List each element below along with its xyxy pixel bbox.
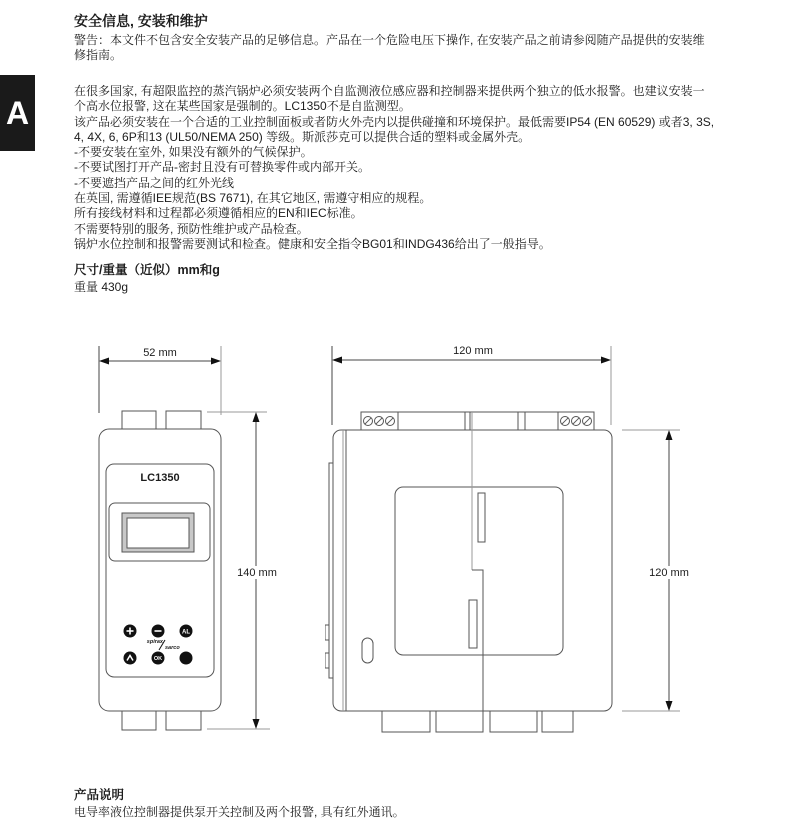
text-line: 该产品必须安装在一个合适的工业控制面板或者防火外壳内以提供碰撞和环境保护。最低需要IP54 (EN 60529) 或者3, 3S, xyxy=(74,114,715,129)
page-title: 安全信息, 安装和维护 xyxy=(74,13,208,29)
bottom-terminal-tab xyxy=(490,711,537,732)
alarm-button-label: AL xyxy=(182,629,190,636)
dimensions-weight-heading: 尺寸/重量（近似）mm和g xyxy=(74,263,220,277)
side-tab xyxy=(325,625,329,640)
rear-view-drawing xyxy=(325,340,695,740)
blank-button xyxy=(180,652,193,665)
text-line: 警告：本文件不包含安全安装产品的足够信息。产品在一个危险电压下操作, 在安装产品之前请参阅随产品提供的安装维 xyxy=(74,33,705,47)
bottom-terminal-tab xyxy=(436,711,483,732)
rear-height-dimension xyxy=(622,430,695,711)
text-line: 不需要特别的服务, 预防性维护或产品检查。 xyxy=(74,221,309,236)
top-terminal-tab xyxy=(122,411,156,429)
top-terminal-tab xyxy=(166,411,201,429)
front-width-dimension xyxy=(99,346,221,415)
text-line: 修指南。 xyxy=(74,48,123,63)
text-line: 在很多国家, 有超限监控的蒸汽锅炉必须安装两个自监测液位感应器和控制器来提供两个独立的低水报警。也建议安装一 xyxy=(74,84,705,98)
front-width-label: 52 mm xyxy=(143,347,177,359)
bottom-terminal-tab xyxy=(542,711,573,732)
terminal-strip xyxy=(361,412,594,430)
terminal-strip-body xyxy=(361,412,594,430)
model-label: LC1350 xyxy=(140,472,180,484)
section-tab-a xyxy=(0,75,35,151)
rear-width-label: 120 mm xyxy=(453,345,493,357)
text-line: -不要试图打开产品-密封且没有可替换零件或内部开关。 xyxy=(74,160,370,175)
text-line: -不要遮挡产品之间的红外光线 xyxy=(74,175,234,190)
rear-height-label: 120 mm xyxy=(649,567,689,579)
safety-instructions-paragraph xyxy=(74,84,714,252)
bottom-terminal-tab xyxy=(122,711,156,730)
up-button xyxy=(124,652,137,665)
brand-logo-sarco: sarco xyxy=(165,645,180,651)
weight-value: 重量 430g xyxy=(74,280,129,294)
text-line: 4, 4X, 6, 6P和13 (UL50/NEMA 250) 等级。斯派莎克可以提供合适的塑料或金属外壳。 xyxy=(74,129,531,144)
ok-button-label: OK xyxy=(153,656,163,663)
rear-body xyxy=(325,412,612,732)
lcd-screen xyxy=(127,518,189,548)
side-tab xyxy=(325,653,329,668)
text-line: 所有接线材料和过程都必须遵循相应的EN和IEC标准。 xyxy=(74,206,363,221)
front-height-label: 140 mm xyxy=(237,567,277,579)
section-tab-letter: A xyxy=(5,94,30,131)
front-view-drawing xyxy=(85,340,297,740)
bottom-terminal-tab xyxy=(382,711,430,732)
brand-logo-spirax: spirax xyxy=(146,639,163,645)
din-rail-clip xyxy=(329,463,333,678)
warning-paragraph xyxy=(74,33,705,64)
bottom-terminal-tab xyxy=(166,711,201,730)
text-line: 个高水位报警, 这在某些国家是强制的。LC1350不是自监测型。 xyxy=(74,99,411,114)
product-description-heading: 产品说明 xyxy=(74,788,125,802)
product-description-text: 电导率液位控制器提供泵开关控制及两个报警, 具有红外通讯。 xyxy=(74,805,405,819)
front-body xyxy=(99,411,221,730)
text-line: -不要安装在室外, 如果没有额外的气候保护。 xyxy=(74,145,313,160)
text-line: 锅炉水位控制和报警需要测试和检查。健康和安全指令BG01和INDG436给出了一般指导。 xyxy=(74,236,551,251)
text-line: 在英国, 需遵循IEE规范(BS 7671), 在其它地区, 需遵守相应的规程。 xyxy=(74,191,432,206)
